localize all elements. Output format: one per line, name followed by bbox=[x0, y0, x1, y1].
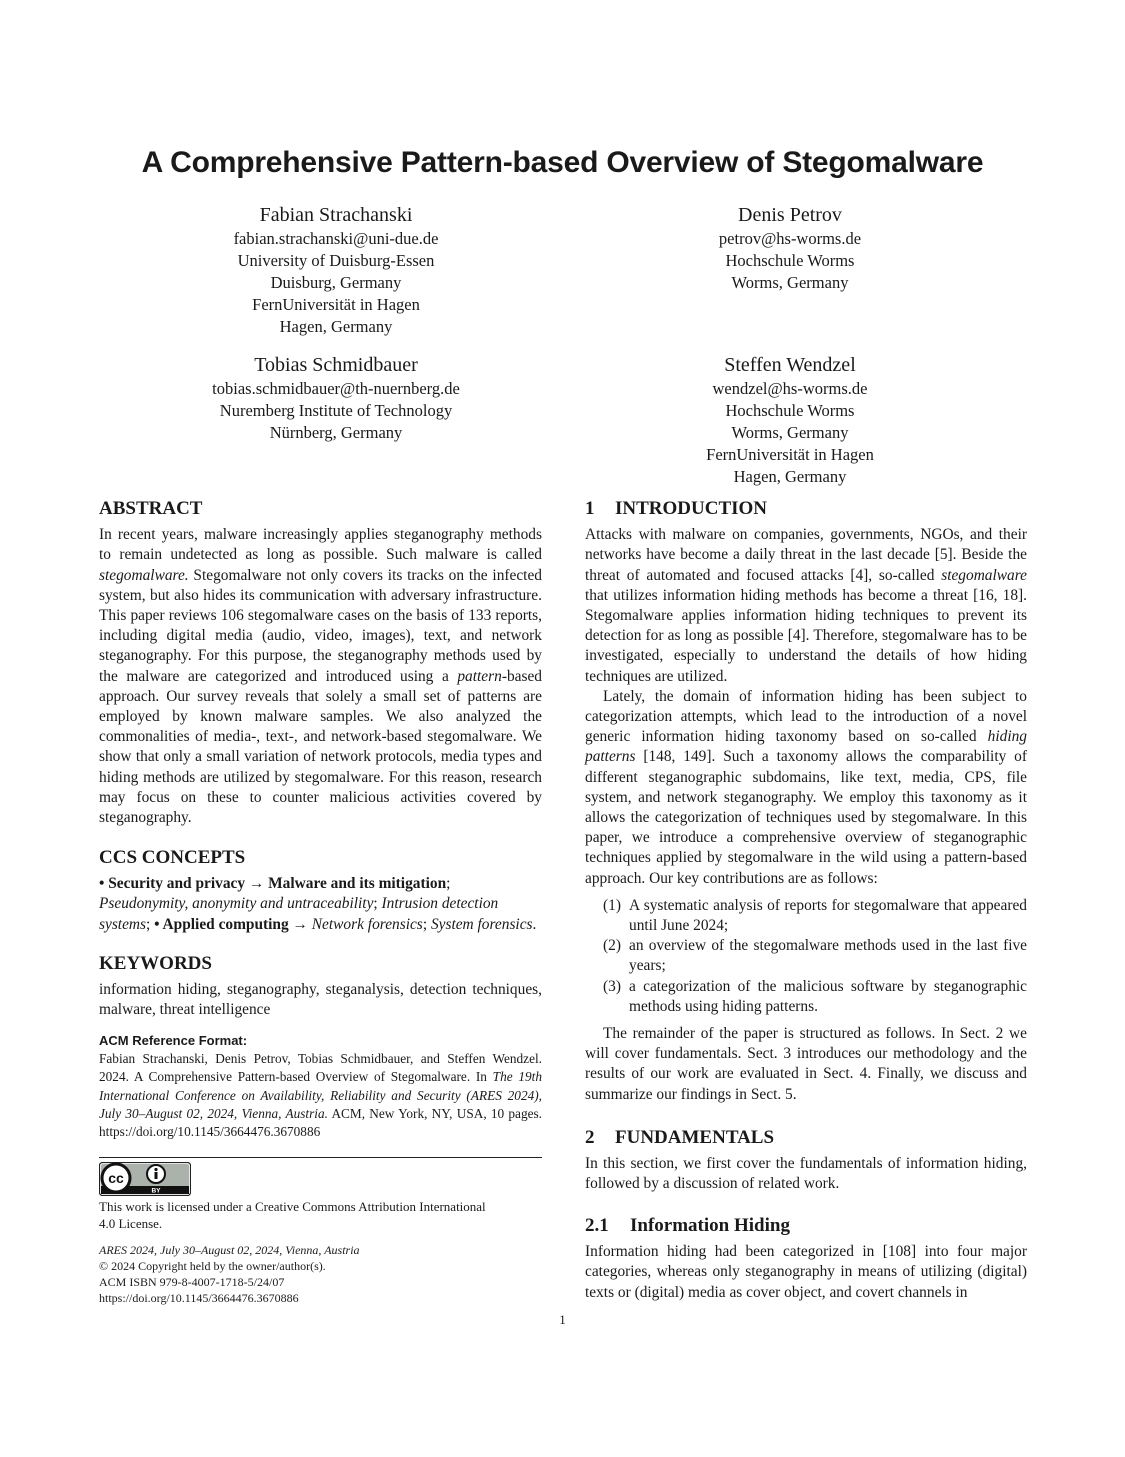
introduction-section bbox=[585, 499, 1027, 1105]
publication-info bbox=[99, 1242, 542, 1306]
author-name: Denis Petrov bbox=[738, 204, 842, 226]
author-affiliation: Hochschule Worms bbox=[725, 251, 855, 270]
author-location: Nürnberg, Germany bbox=[269, 423, 403, 442]
information-hiding-heading: 2.1 Information Hiding bbox=[585, 1215, 790, 1236]
keywords-section bbox=[99, 954, 542, 1021]
author-location: Worms, Germany bbox=[731, 423, 849, 442]
list-item: (3) a categorization of the malicious software by steganographic methods using hiding patterns. bbox=[603, 977, 1027, 1015]
page-number: 1 bbox=[559, 1312, 566, 1327]
intro-paragraph-1: Attacks with malware on companies, governments, NGOs, and their networks have become a daily threat in the last decade [5]. Beside the threat of automated and focused attacks [4], so-called stegomalware that utilizes information hiding methods has become a threat [16, 18]. Stegomalware applies information hiding techniques to prevent its detection for as long as possible [4]. Therefore, stegomalware has to be investigated, especially to understand the details of how hiding techniques are utilized. bbox=[585, 526, 1027, 685]
introduction-heading: 1 INTRODUCTION bbox=[585, 498, 768, 519]
keywords-heading: KEYWORDS bbox=[99, 953, 212, 974]
ccs-text: • Security and privacy → Malware and its mitigation; Pseudonymity, anonymity and untraceability; Intrusion detection systems; • Applied computing → Network forensics; System forensics. bbox=[99, 875, 537, 933]
author-affiliation: University of Duisburg-Essen bbox=[237, 251, 435, 270]
author-email: wendzel@hs-worms.de bbox=[712, 379, 868, 398]
isbn-line: ACM ISBN 979-8-4007-1718-5/24/07 bbox=[99, 1275, 285, 1289]
author-block-4 bbox=[590, 352, 990, 488]
conference-line: ARES 2024, July 30–August 02, 2024, Vienna, Austria bbox=[99, 1243, 360, 1257]
author-block-3 bbox=[136, 352, 536, 444]
information-hiding-section bbox=[585, 1216, 1027, 1303]
author-name: Fabian Strachanski bbox=[259, 204, 413, 226]
doi-line: https://doi.org/10.1145/3664476.3670886 bbox=[99, 1291, 299, 1305]
author-email: petrov@hs-worms.de bbox=[718, 229, 862, 248]
intro-paragraph-3: The remainder of the paper is structured as follows. In Sect. 2 we will cover fundamentals. Sect. 3 introduces our methodology and the results of our work are evaluated in Sect. 4. Finally, we discuss and summarize our findings in Sect. 5. bbox=[585, 1025, 1027, 1103]
footnote-divider bbox=[99, 1157, 542, 1158]
fundamentals-section bbox=[585, 1128, 1027, 1195]
license-text: This work is licensed under a Creative Commons Attribution International 4.0 License. bbox=[99, 1199, 486, 1231]
author-affiliation: FernUniversität in Hagen bbox=[706, 445, 874, 464]
ccs-section bbox=[99, 848, 542, 935]
author-location: Duisburg, Germany bbox=[270, 273, 402, 292]
contributions-list bbox=[585, 896, 1027, 1017]
author-block-1 bbox=[136, 202, 536, 338]
list-item: (1) A systematic analysis of reports for stegomalware that appeared until June 2024; bbox=[603, 896, 1027, 935]
copyright-line: © 2024 Copyright held by the owner/author(s). bbox=[99, 1259, 326, 1273]
author-affiliation: Nuremberg Institute of Technology bbox=[219, 401, 453, 420]
fundamentals-heading: 2 FUNDAMENTALS bbox=[585, 1127, 775, 1148]
acm-reference-heading: ACM Reference Format: bbox=[99, 1033, 248, 1048]
author-location: Hagen, Germany bbox=[279, 317, 393, 336]
author-name: Steffen Wendzel bbox=[724, 354, 856, 376]
author-email: tobias.schmidbauer@th-nuernberg.de bbox=[212, 379, 460, 398]
abstract-text: In recent years, malware increasingly applies steganography methods to remain undetected as long as possible. Such malware is called stegomalware. Stegomalware not only covers its tracks on the infected system, but also hides its communication with adversary infrastructure. This paper reviews 106 stegomalware cases on the basis of 133 reports, including digital media (audio, video, images), text, and network steganography. For this purpose, the steganography methods used by the malware are categorized and introduced using a pattern-based approach. Our survey reveals that solely a small set of patterns are employed by known malware samples. We also analyzed the commonalities of media-, text-, and network-based stegomalware. We show that only a small variation of network protocols, media types and hiding methods are utilized by stegomalware. For this reason, research may focus on these to counter malicious activities covered by steganography. bbox=[99, 526, 542, 827]
paper-title: A Comprehensive Pattern-based Overview of Stegomalware bbox=[141, 146, 984, 179]
author-block-2 bbox=[590, 202, 990, 294]
abstract-section bbox=[99, 499, 542, 828]
by-text: BY bbox=[151, 1187, 161, 1195]
intro-paragraph-2: Lately, the domain of information hiding has been subject to categorization attempts, which lead to the introduction of a novel generic information hiding taxonomy based on so-called hiding patterns [148, 149]. Such a taxonomy allows the comparability of different steganographic subdomains, like text, media, CPS, file system, and network steganography. We employ this taxonomy as it allows the categorization of techniques used by stegomalware. In this paper, we introduce a comprehensive overview of steganographic techniques applied by stegomalware in the wild using a pattern-based approach. Our key contributions are as follows: bbox=[585, 687, 1027, 887]
author-location: Hagen, Germany bbox=[733, 467, 847, 486]
list-item: (2) an overview of the stegomalware methods used in the last five years; bbox=[603, 937, 1027, 975]
information-hiding-text: Information hiding had been categorized in [108] into four major categories, whereas only steganography in means of utilizing (digital) texts or (digital) media as cover object, and covert channels in bbox=[585, 1243, 1027, 1301]
author-email: fabian.strachanski@uni-due.de bbox=[233, 229, 439, 248]
author-affiliation: FernUniversität in Hagen bbox=[252, 295, 420, 314]
abstract-heading: ABSTRACT bbox=[99, 498, 203, 519]
author-name: Tobias Schmidbauer bbox=[254, 354, 418, 376]
author-location: Worms, Germany bbox=[731, 273, 849, 292]
cc-by-license-icon bbox=[99, 1162, 191, 1196]
author-affiliation: Hochschule Worms bbox=[725, 401, 855, 420]
keywords-text: information hiding, steganography, steganalysis, detection techniques, malware, threat intelligence bbox=[99, 981, 542, 1019]
ccs-heading: CCS CONCEPTS bbox=[99, 847, 246, 868]
acm-reference bbox=[99, 1032, 542, 1141]
fundamentals-text: In this section, we first cover the fundamentals of information hiding, followed by a discussion of related work. bbox=[585, 1155, 1027, 1193]
acm-reference-text: Fabian Strachanski, Denis Petrov, Tobias Schmidbauer, and Steffen Wendzel. 2024. A Comprehensive Pattern-based Overview of Stegomalware. In The 19th International Conference on Availability, Reliability and Security (ARES 2024), July 30–August 02, 2024, Vienna, Austria. ACM, New York, NY, USA, 10 pages. https://doi.org/10.1145/3664476.3670886 bbox=[99, 1051, 542, 1140]
cc-text: cc bbox=[108, 1170, 124, 1186]
